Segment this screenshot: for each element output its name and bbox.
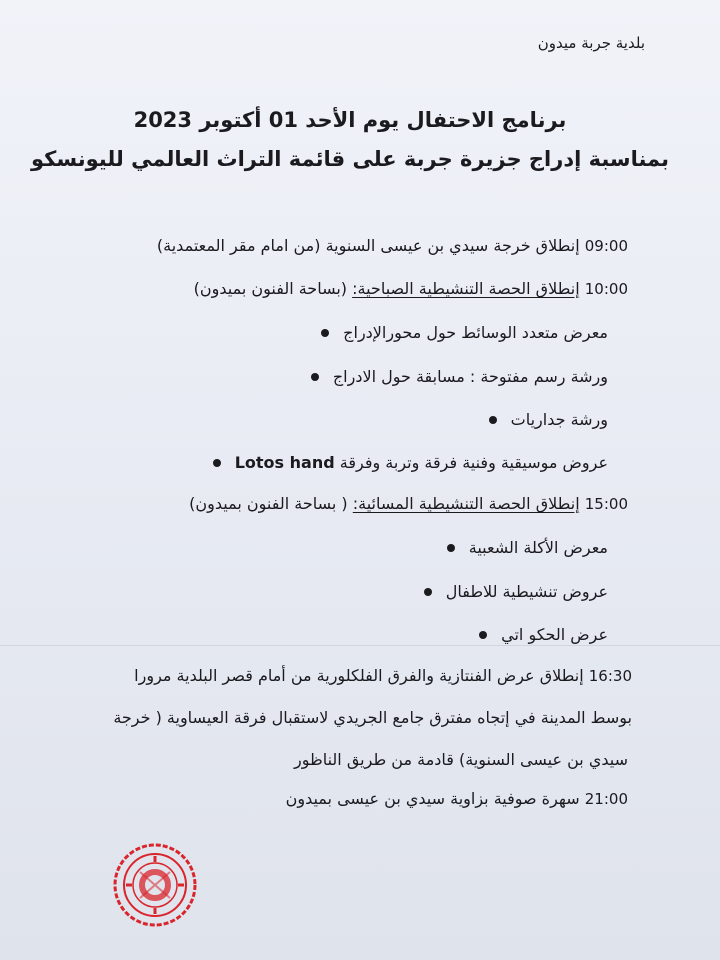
official-stamp-icon [112, 842, 198, 928]
parade-line-3: سيدي بن عيسى السنوية) قادمة من طريق الناظور [294, 750, 628, 769]
morning-session-heading: إنطلاق الحصة التنشيطية الصباحية: [352, 279, 580, 298]
list-item-text: معرض متعدد الوسائط حول محورالإدراج [343, 323, 608, 342]
bullet-icon [447, 544, 455, 552]
program-title: برنامج الاحتفال يوم الأحد 01 أكتوبر 2023 [133, 108, 567, 132]
list-item-text [235, 453, 608, 472]
bullet-icon [321, 329, 329, 337]
list-item-text: معرض الأكلة الشعبية [468, 538, 608, 557]
municipality-header: بلدية جربة ميدون [537, 34, 645, 52]
parade-line-2: بوسط المدينة في إتجاه مفترق جامع الجريدي لاستقبال فرقة العيساوية ( خرجة [113, 708, 632, 727]
bullet-icon [311, 373, 319, 381]
schedule-text: إنطلاق خرجة سيدي بن عيسى السنوية (من امام مقر المعتمدية) [156, 236, 580, 255]
evening-session-heading: إنطلاق الحصة التنشيطية المسائية: [352, 494, 580, 513]
program-subtitle: بمناسبة إدراج جزيرة جربة على قائمة التراث العالمي لليونسكو [30, 147, 669, 171]
parade-line-1: إنطلاق عرض الفنتازية والفرق الفلكلورية من أمام قصر البلدية مرورا [134, 666, 584, 685]
paper-fold [0, 645, 720, 646]
list-item-text: عروض تنشيطية للاطفال [445, 582, 608, 601]
schedule-text: سهرة صوفية بزاوية سيدي بن عيسى بميدون [285, 789, 580, 808]
list-item-text: ورشة رسم مفتوحة : مسابقة حول الادراج [332, 367, 608, 386]
bullet-icon [489, 416, 497, 424]
bullet-icon [424, 588, 432, 596]
list-item-text: عرض الحكو اتي [501, 625, 608, 644]
time-label: 09:00 [584, 237, 628, 255]
list-item [447, 538, 608, 557]
time-label: 21:00 [584, 790, 628, 808]
session-place: (بساحة الفنون بميدون) [193, 279, 348, 298]
schedule-item-1500 [189, 494, 628, 513]
list-item [321, 323, 608, 342]
list-item [424, 582, 608, 601]
schedule-item-1000 [194, 279, 628, 298]
bullet-icon [479, 631, 487, 639]
list-item [479, 625, 608, 644]
list-item-arabic: عروض موسيقية وفنية فرقة وتربة وفرقة [339, 453, 608, 472]
list-item [213, 453, 608, 472]
band-name: Lotos hand [234, 453, 335, 472]
list-item-text: ورشة جداريات [510, 410, 608, 429]
list-item [489, 410, 608, 429]
schedule-item-0900 [157, 236, 628, 255]
list-item [311, 367, 608, 386]
time-label: 16:30 [588, 667, 632, 685]
bullet-icon [213, 459, 221, 467]
time-label: 15:00 [584, 495, 628, 513]
time-label: 10:00 [584, 280, 628, 298]
session-place: ( بساحة الفنون بميدون) [189, 494, 348, 513]
schedule-item-1630 [134, 666, 632, 685]
schedule-item-2100 [286, 789, 628, 808]
